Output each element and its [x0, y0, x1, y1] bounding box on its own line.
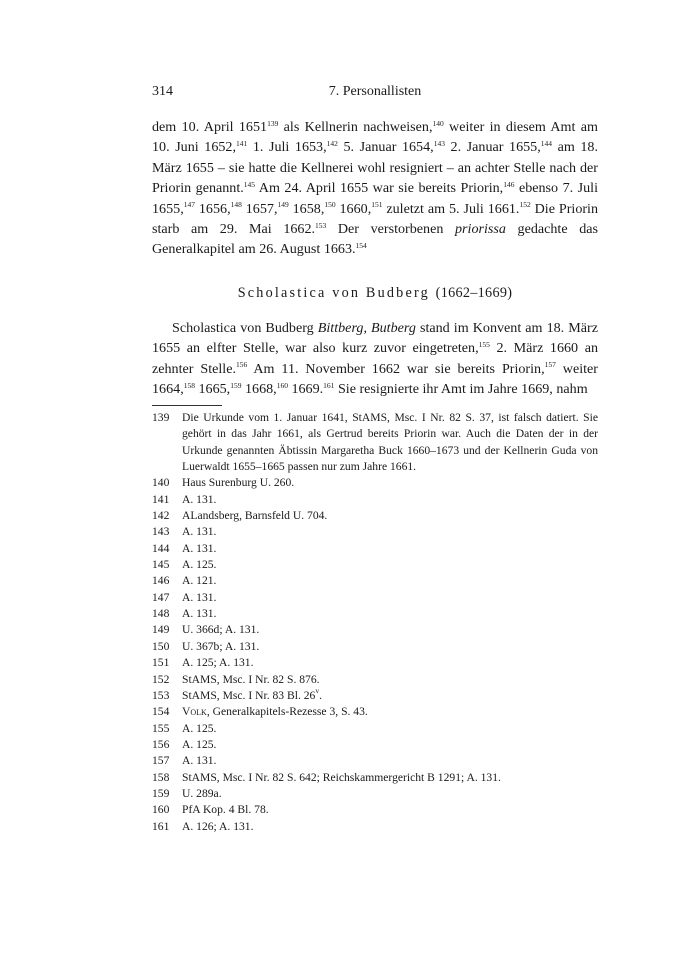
text-run: 1665,	[194, 381, 231, 398]
footnote	[152, 475, 598, 491]
paragraph-scholastica	[152, 318, 598, 400]
footnote	[152, 573, 598, 589]
footnote-text: A. 131.	[182, 754, 217, 768]
footnote	[152, 639, 598, 655]
footnote-ref[interactable]: 152	[519, 200, 531, 210]
section-heading	[152, 285, 598, 302]
footnote-ref[interactable]: 145	[243, 179, 256, 189]
footnote-ref[interactable]: 154	[355, 240, 367, 250]
footnote	[152, 590, 598, 606]
text-run: 2. Januar 1655,	[444, 139, 541, 156]
footnote-ref[interactable]: 153	[315, 220, 327, 230]
footnote-ref[interactable]: 157	[544, 360, 556, 370]
heading-name: Scholastica von Budberg	[237, 285, 430, 301]
footnote-ref[interactable]: 159	[230, 380, 242, 390]
footnote-number: 160	[152, 803, 170, 817]
footnote-separator	[152, 405, 222, 406]
footnote-ref[interactable]: 160	[276, 380, 288, 390]
footnote-ref[interactable]: 158	[183, 380, 195, 390]
text-run: weiter 1664,	[152, 360, 598, 398]
footnote-text: Haus Surenburg U. 260.	[182, 476, 295, 490]
footnote-text: StAMS, Msc. I Nr. 82 S. 642; Reichskammergericht B 1291; A. 131.	[182, 770, 501, 784]
footnote-number: 158	[152, 770, 170, 784]
footnote-number: 159	[152, 786, 170, 800]
italic-term: priorissa	[455, 221, 506, 238]
footnote	[152, 672, 598, 688]
footnote-number: 149	[152, 623, 170, 637]
text-run: 1658,	[288, 200, 325, 217]
text-run: 1669.	[287, 381, 324, 398]
footnote-text: A. 125; A. 131.	[182, 656, 254, 670]
footnote	[152, 606, 598, 622]
text-run: 2. März 1660 an zehnter Stelle.	[152, 340, 598, 377]
footnote	[152, 492, 598, 508]
text-run: Scholastica von Budberg	[172, 320, 318, 336]
footnote-number: 148	[152, 607, 170, 621]
text-run: Sie resignierte ihr Amt im Jahre 1669, nahm	[334, 381, 588, 398]
footnote-text: A. 125.	[182, 721, 217, 735]
footnote-text: A. 131.	[182, 607, 217, 621]
text-run: Am 24. April 1655 war sie bereits Priorin,	[255, 180, 504, 197]
footnote	[152, 770, 598, 786]
footnote-text: A. 131.	[182, 525, 217, 539]
text-run: 1657,	[241, 200, 278, 217]
footnote	[152, 704, 598, 720]
footnote-number: 143	[152, 525, 170, 539]
footnote-ref[interactable]: 161	[323, 380, 335, 390]
footnote-ref[interactable]: 151	[371, 200, 383, 210]
footnote-number: 156	[152, 737, 170, 751]
text-run: Der verstorbenen	[326, 221, 455, 238]
text-run: ebenso 7. Juli 1655,	[152, 180, 599, 217]
footnote-text: A. 126; A. 131.	[182, 819, 254, 833]
footnote	[152, 655, 598, 671]
footnote-number: 140	[152, 476, 170, 490]
footnote	[152, 688, 598, 704]
footnote-ref[interactable]: 141	[235, 138, 248, 148]
footnote	[152, 802, 598, 818]
footnote-number: 150	[152, 639, 170, 653]
footnote-ref[interactable]: 147	[183, 200, 195, 210]
footnote	[152, 622, 598, 638]
footnote	[152, 508, 598, 524]
footnote	[152, 786, 598, 802]
footnote-number: 154	[152, 705, 170, 719]
footnote-ref[interactable]: 140	[432, 118, 444, 128]
footnote-text: U. 366d; A. 131.	[182, 623, 260, 637]
superscript-verso: v	[315, 686, 320, 696]
footnote	[152, 410, 598, 475]
page-header	[152, 84, 598, 104]
footnote-number: 146	[152, 574, 170, 588]
footnotes	[152, 410, 598, 835]
text-run: Am 11. November 1662 war sie bereits Priorin,	[247, 360, 545, 377]
footnote-ref[interactable]: 148	[230, 200, 242, 210]
footnote-text: PfA Kop. 4 Bl. 78.	[182, 803, 269, 817]
text-run: als Kellnerin nachweisen,	[278, 119, 433, 135]
footnote-number: 155	[152, 721, 170, 735]
footnote-number: 151	[152, 656, 170, 670]
footnote-ref[interactable]: 144	[540, 138, 552, 148]
footnote	[152, 557, 598, 573]
footnote-number: 147	[152, 590, 170, 604]
footnote-ref[interactable]: 150	[324, 200, 336, 210]
footnote-number: 141	[152, 492, 170, 506]
footnote-text: A. 125.	[182, 737, 217, 751]
footnote-number: 139	[152, 411, 170, 424]
italic-variants: Bittberg, Butberg	[317, 320, 416, 336]
text-run: gedachte das Generalkapitel am 26. August 1663.	[152, 221, 598, 258]
footnote	[152, 721, 598, 737]
footnote-ref[interactable]: 149	[277, 200, 289, 210]
footnote	[152, 819, 598, 835]
footnote-number: 144	[152, 541, 170, 555]
footnote-ref[interactable]: 146	[503, 179, 515, 189]
text-run: zuletzt am 5. Juli 1661.	[382, 200, 520, 217]
text-run: 1668,	[241, 381, 277, 398]
footnote-text: StAMS, Msc. I Nr. 83 Bl. 26	[182, 688, 316, 702]
footnote	[152, 737, 598, 753]
text-run: 1. Juli 1653,	[247, 139, 327, 156]
footnote-number: 157	[152, 754, 170, 768]
heading-dates: (1662–1669)	[435, 285, 513, 301]
footnote-text: A. 131.	[182, 541, 217, 555]
footnote-text: U. 367b; A. 131.	[182, 639, 260, 653]
footnote-text: ALandsberg, Barnsfeld U. 704.	[182, 509, 328, 523]
footnote	[152, 524, 598, 540]
footnote-text: A. 125.	[182, 558, 217, 572]
footnote-text: Die Urkunde vom 1. Januar 1641, StAMS, Msc. I Nr. 82 S. 37, ist falsch datiert. Sie gehört in das Jahr 1661, als Gertrud bereits Priorin war. Auch die Daten der in der Urkunde genannten Äbtissin Margaretha Buck 1660–1673 und der Kellnerin Guda von Luerwaldt 1655–1665 passen nur zum Jahre 1661.	[182, 411, 598, 474]
footnote	[152, 541, 598, 557]
footnote-text: , Generalkapitels-Rezesse 3, S. 43.	[206, 705, 368, 719]
page-number: 314	[152, 84, 173, 99]
running-title: 7. Personallisten	[328, 84, 422, 99]
text-run: 1656,	[194, 200, 231, 217]
footnote-text: StAMS, Msc. I Nr. 82 S. 876.	[182, 672, 320, 686]
paragraph-gertrud	[152, 117, 598, 260]
footnote-text: A. 121.	[182, 574, 217, 588]
footnote-ref[interactable]: 155	[478, 339, 490, 349]
footnote-text: U. 289a.	[182, 786, 222, 800]
author-name: Volk	[182, 705, 207, 719]
text-run: weiter in diesem Amt am 10. Juni 1652,	[152, 119, 598, 156]
footnote	[152, 753, 598, 769]
text-run: am 18. März 1655 – sie hatte die Kellnerei wohl resigniert – an achter Stelle nach der Priorin genannt.	[152, 139, 598, 197]
text-run: 1660,	[335, 200, 372, 217]
text-run: 5. Januar 1654,	[337, 139, 434, 156]
footnote-number: 145	[152, 558, 170, 572]
footnote-ref[interactable]: 142	[326, 138, 338, 148]
text-run: Die Priorin starb am 29. Mai 1662.	[152, 200, 599, 238]
footnote-text-end: .	[319, 688, 323, 702]
footnote-text: A. 131.	[182, 590, 217, 604]
footnote-ref[interactable]: 156	[236, 360, 248, 370]
footnote-number: 142	[152, 509, 170, 523]
footnote-text: A. 131.	[182, 492, 217, 506]
footnote-number: 153	[152, 688, 170, 702]
footnote-ref[interactable]: 143	[433, 138, 445, 148]
text-run: dem 10. April 1651	[152, 119, 268, 135]
text-run: stand im Konvent am 18. März 1655 an elfter Stelle, war also kurz zuvor eingetreten,	[152, 320, 598, 357]
footnote-number: 161	[152, 819, 170, 833]
footnote-ref[interactable]: 139	[267, 118, 279, 128]
footnote-number: 152	[152, 672, 170, 686]
